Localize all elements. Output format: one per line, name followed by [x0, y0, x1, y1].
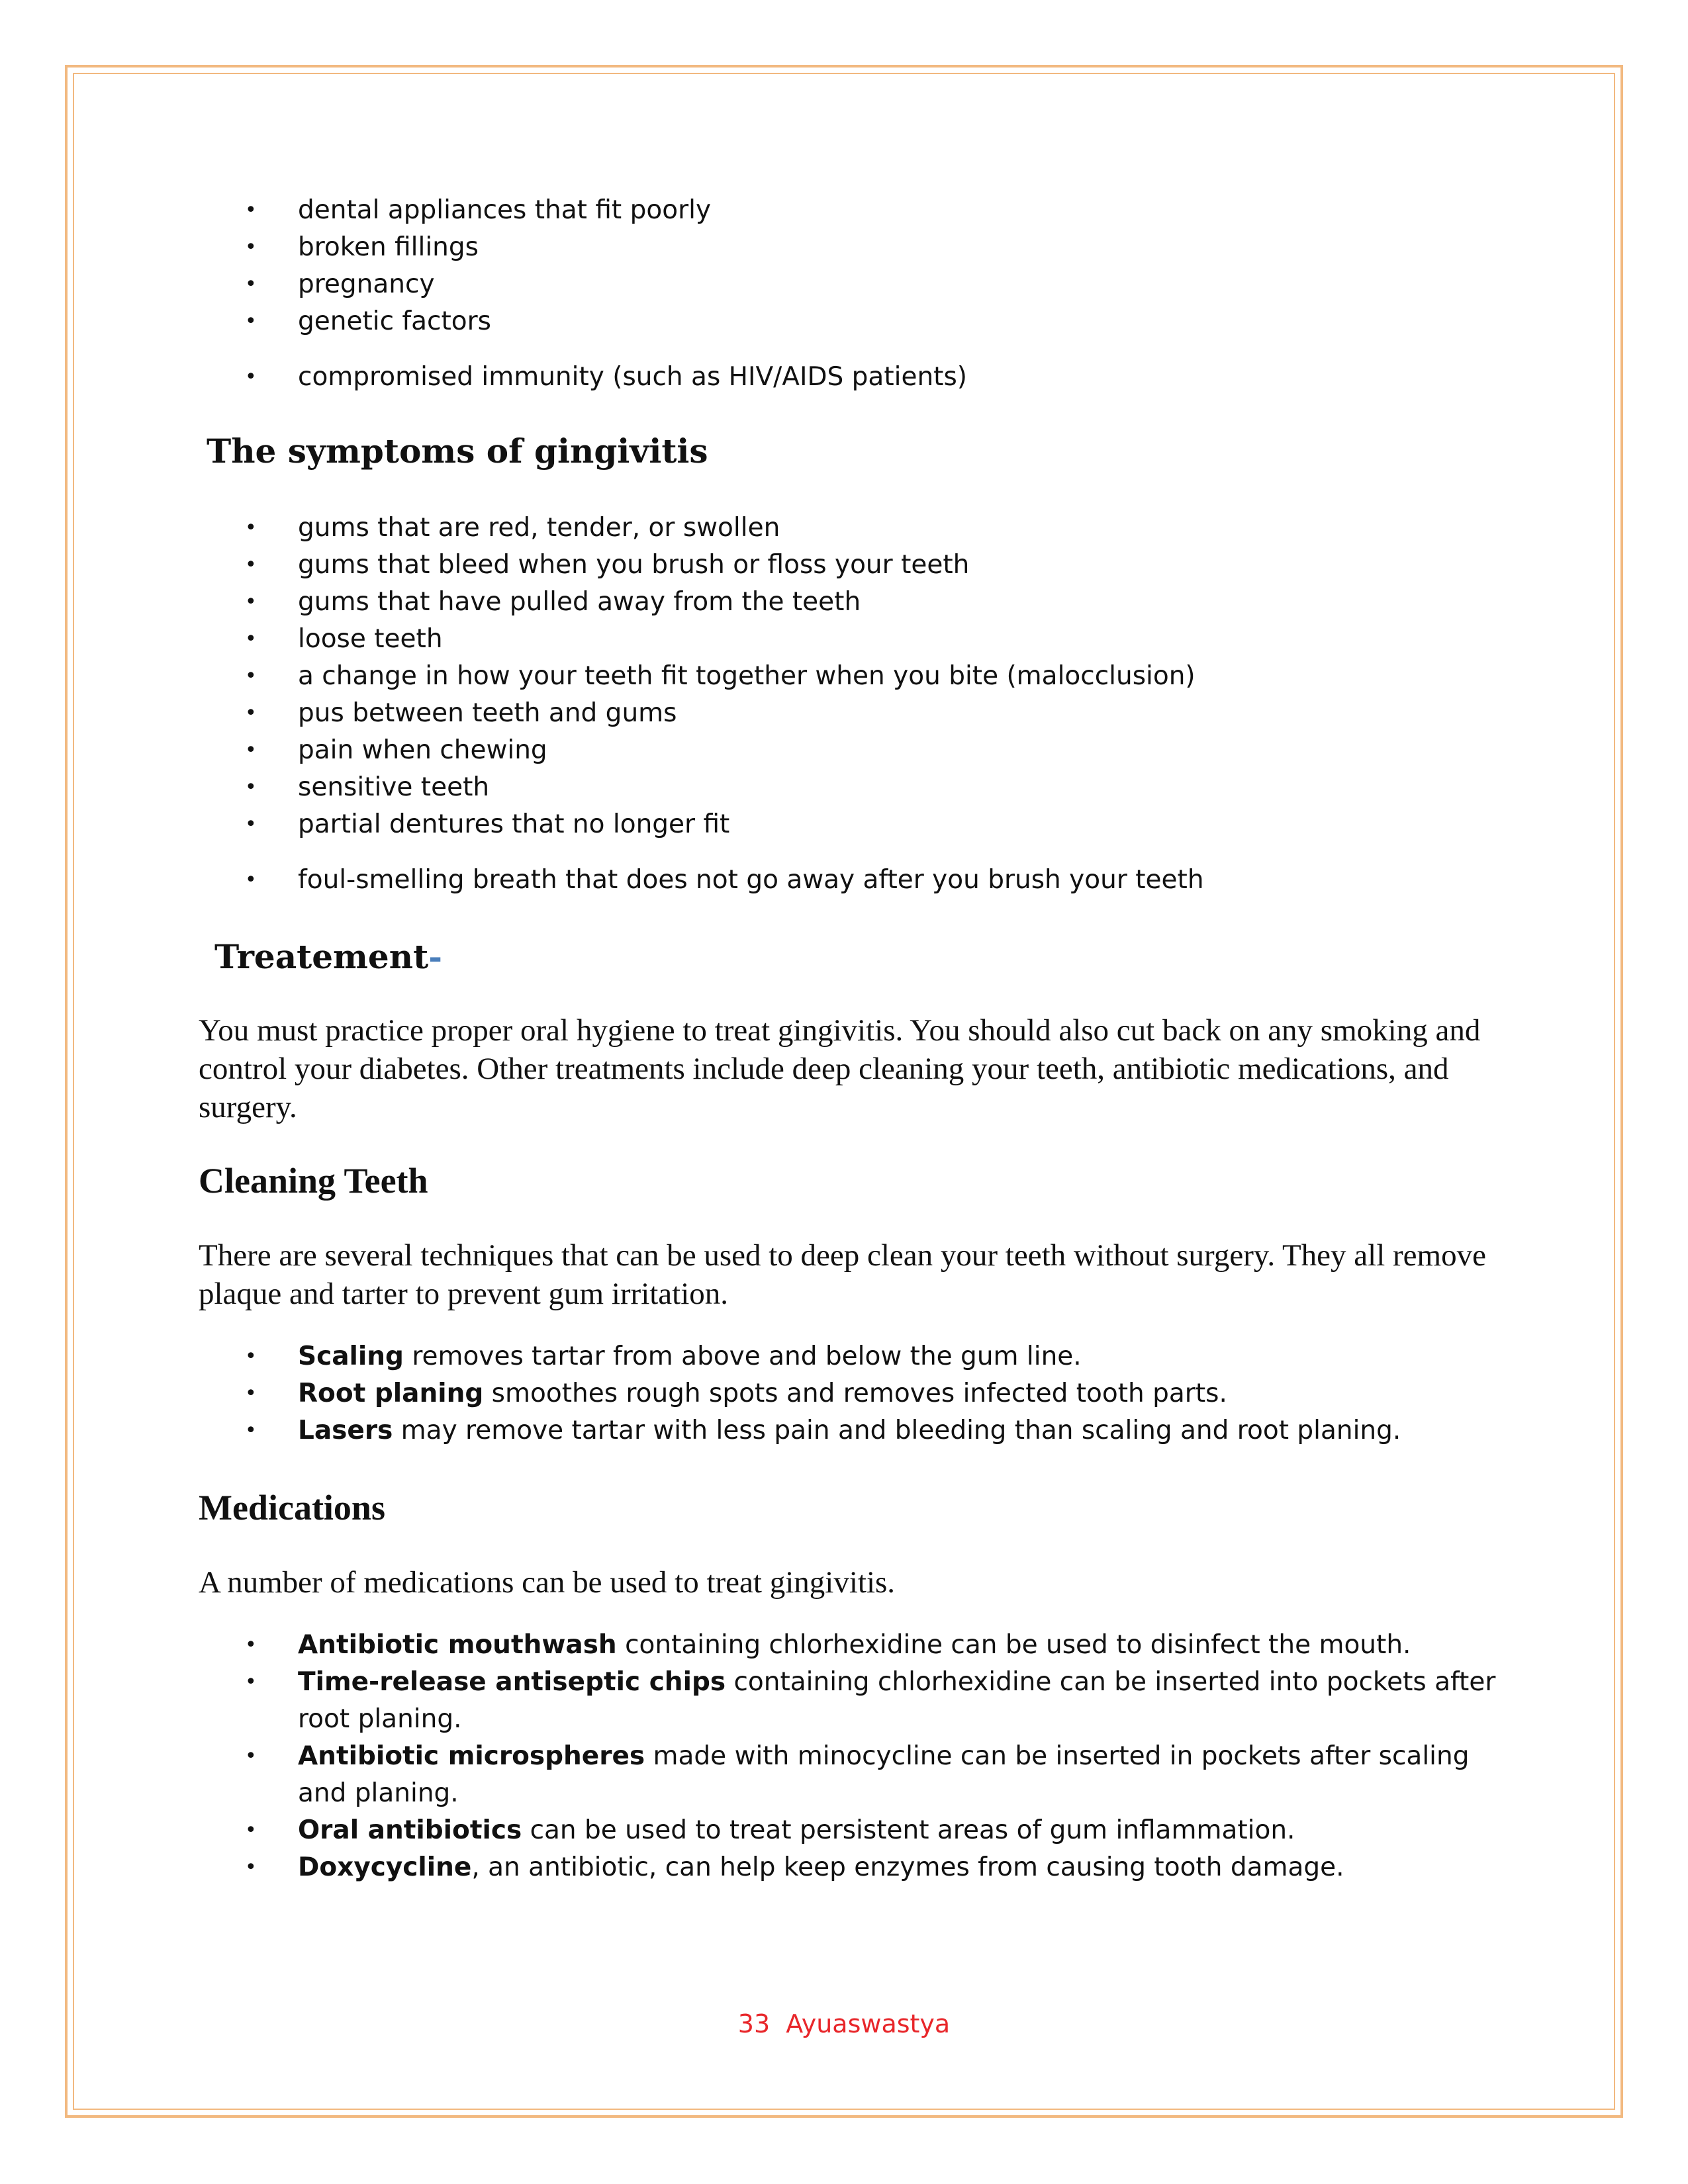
bullet-icon: •: [245, 1856, 257, 1879]
list-item: • Antibiotic microspheres made with minocycline can be inserted in pockets after scaling and planing.: [199, 1738, 1509, 1812]
treatment-paragraph: You must practice proper oral hygiene to treat gingivitis. You should also cut back on any smoking and control your diabetes. Other treatments include deep cleaning your teeth, antibiotic medications, and surgery.: [199, 1013, 1481, 1124]
page-number: 33: [737, 2009, 771, 2038]
bullet-icon: •: [245, 310, 257, 333]
bullet-icon: •: [245, 813, 257, 836]
bullet-icon: •: [245, 776, 257, 799]
bullet-icon: •: [245, 516, 257, 539]
bullet-icon: •: [245, 739, 257, 762]
list-item: • gums that are red, tender, or swollen: [199, 510, 1509, 547]
bullet-icon: •: [245, 1419, 257, 1442]
list-item: • compromised immunity (such as HIV/AIDS patients): [199, 359, 1509, 396]
bullet-icon: •: [245, 365, 257, 388]
list-item: • a change in how your teeth fit together when you bite (malocclusion): [199, 658, 1509, 695]
cleaning-paragraph: There are several techniques that can be used to deep clean your teeth without surgery. They all remove plaque and tarter to prevent gum irritation.: [199, 1238, 1486, 1311]
list-item: • Time-release antiseptic chips containing chlorhexidine can be inserted into pockets after root planing.: [199, 1664, 1509, 1738]
bullet-icon: •: [245, 664, 257, 688]
list-item: • Antibiotic mouthwash containing chlorhexidine can be used to disinfect the mouth.: [199, 1627, 1509, 1664]
list-item: • foul-smelling breath that does not go away after you brush your teeth: [199, 862, 1509, 899]
cleaning-heading: Cleaning Teeth: [199, 1161, 428, 1201]
list-item: • Lasers may remove tartar with less pain and bleeding than scaling and root planing.: [199, 1412, 1509, 1449]
cleaning-list: [199, 1338, 1509, 1449]
list-item: • gums that have pulled away from the teeth: [199, 584, 1509, 621]
list-item: • genetic factors: [199, 303, 1509, 340]
medications-heading: Medications: [199, 1488, 385, 1527]
list-item: • gums that bleed when you brush or floss your teeth: [199, 547, 1509, 584]
list-item: • dental appliances that fit poorly: [199, 192, 1509, 229]
bullet-icon: •: [245, 1633, 257, 1657]
risk-factors-list: [199, 192, 1509, 396]
bullet-icon: •: [245, 236, 257, 259]
bullet-icon: •: [245, 1745, 257, 1768]
list-item: • Scaling removes tartar from above and below the gum line.: [199, 1338, 1509, 1375]
list-item: • Doxycycline, an antibiotic, can help keep enzymes from causing tooth damage.: [199, 1849, 1509, 1886]
bullet-icon: •: [245, 1819, 257, 1842]
list-item: • Oral antibiotics can be used to treat persistent areas of gum inflammation.: [199, 1812, 1509, 1849]
medications-list: [199, 1627, 1509, 1886]
symptoms-heading: The symptoms of gingivitis: [207, 432, 708, 471]
list-item: • partial dentures that no longer fit: [199, 806, 1509, 843]
bullet-icon: •: [245, 702, 257, 725]
medications-paragraph: A number of medications can be used to treat gingivitis.: [199, 1565, 896, 1600]
bullet-icon: •: [245, 1670, 257, 1694]
list-item: • sensitive teeth: [199, 769, 1509, 806]
list-item: • pain when chewing: [199, 732, 1509, 769]
bullet-icon: •: [245, 868, 257, 891]
list-item: • pus between teeth and gums: [199, 695, 1509, 732]
bullet-icon: •: [245, 273, 257, 296]
footer-title: Ayuaswastya: [786, 2009, 951, 2038]
bullet-icon: •: [245, 199, 257, 222]
page-content: [199, 192, 1509, 1886]
list-item: • broken fillings: [199, 229, 1509, 266]
symptoms-list: [199, 510, 1509, 899]
bullet-icon: •: [245, 627, 257, 651]
treatment-heading: Treatement-: [214, 937, 442, 976]
bullet-icon: •: [245, 1382, 257, 1405]
bullet-icon: •: [245, 590, 257, 614]
bullet-icon: •: [245, 1345, 257, 1368]
list-item: • pregnancy: [199, 266, 1509, 303]
bullet-icon: •: [245, 553, 257, 576]
list-item: • Root planing smoothes rough spots and removes infected tooth parts.: [199, 1375, 1509, 1412]
list-item: • loose teeth: [199, 621, 1509, 658]
page-footer: [0, 2009, 1688, 2038]
